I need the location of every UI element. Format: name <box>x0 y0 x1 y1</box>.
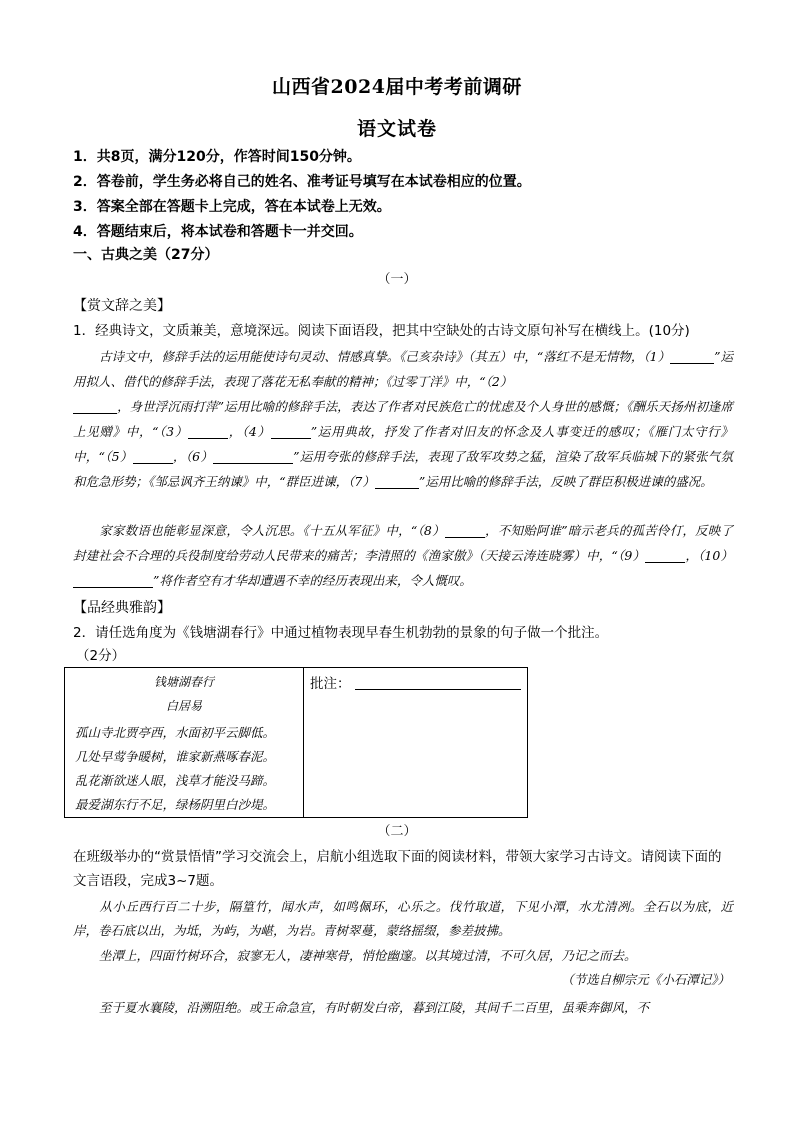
exam-title: 山西省2024届中考考前调研 <box>272 76 522 98</box>
answer-blank[interactable] <box>445 523 485 538</box>
question-1-prompt: 1．经典诗文，文质兼美，意境深远。阅读下面语段，把其中空缺处的古诗文原句补写在横线上。(10分) <box>73 323 690 339</box>
poem-table <box>64 667 528 818</box>
passage-source: （节选自柳宗元《小石潭记》） <box>561 972 730 987</box>
answer-blank[interactable] <box>375 474 419 489</box>
poem-cell <box>65 668 304 817</box>
answer-blank[interactable] <box>73 573 153 588</box>
passage-text: ”运用夸张的修辞手法，表现了敌军攻势之猛，渲染了敌军兵临城下的紧张气氛和危急形势；《邹忌讽齐王纳谏》中，“群臣进谏，（7） <box>73 449 734 489</box>
passage-text: 坐潭上，四面竹树环合，寂寥无人，凄神寒骨，悄怆幽邃。以其境过清，不可久居，乃记之而去。 <box>99 948 637 963</box>
passage-text: ”将作者空有才华却遭遇不幸的经历表现出来，令人慨叹。 <box>153 573 472 588</box>
passage-text: ，（6） <box>172 449 214 464</box>
annotation-label: 批注： <box>310 676 351 692</box>
poem-author: 白居易 <box>165 699 202 713</box>
annotation-answer-line[interactable] <box>355 689 521 690</box>
poem-line: 孤山寺北贾亭西，水面初平云脚低。 <box>75 725 276 740</box>
answer-blank[interactable] <box>271 424 311 439</box>
answer-blank[interactable] <box>645 548 685 563</box>
passage-text: 古诗文中，修辞手法的运用能使诗句灵动、情感真挚。《己亥杂诗》（其五）中，“落红不是无情物， <box>99 349 644 364</box>
exam-instructions <box>73 145 733 245</box>
poem-line: 乱花渐欲迷人眼，浅草才能没马蹄。 <box>75 773 276 788</box>
poem-lines <box>75 721 275 817</box>
passage-text: ”运用比喻的修辞手法，反映了群臣积极进谏的盛况。 <box>418 474 713 489</box>
section-heading: 一、古典之美（27分） <box>73 247 219 263</box>
answer-blank[interactable] <box>73 399 117 414</box>
exam-subtitle: 语文试卷 <box>356 118 437 140</box>
passage-text: ，（10） <box>685 548 733 563</box>
passage-text: 至于夏水襄陵，沿溯阻绝。或王命急宣，有时朝发白帝，暮到江陵，其间千二百里，虽乘奔御风，不 <box>99 1000 650 1015</box>
answer-blank[interactable] <box>188 424 228 439</box>
part-label: （一） <box>377 272 417 287</box>
poem-title: 钱塘湖春行 <box>153 675 214 689</box>
passage-text: ”运用典故，抒发了作者对旧友的怀念及人事变迁的感叹；《雁门太守行》中，“（5） <box>73 424 734 464</box>
instruction-item: 2．答卷前，学生务必将自己的姓名、准考证号填写在本试卷相应的位置。 <box>73 174 531 190</box>
passage-text: ，（4） <box>228 424 271 439</box>
question-2-points: （2分） <box>76 648 126 664</box>
part-label: （二） <box>377 824 417 839</box>
classical-passage <box>73 944 733 968</box>
passage-text: 家家数语也能彰显深意，令人沉思。《十五从军征》中，“（8） <box>99 523 445 538</box>
subsection-heading: 【赏文辞之美】 <box>73 298 171 314</box>
instruction-item: 3．答案全部在答题卡上完成，答在本试卷上无效。 <box>73 199 391 215</box>
instruction-item: 1．共8页，满分120分，作答时间150分钟。 <box>73 149 361 165</box>
poem-line: 最爱湖东行不足，绿杨阴里白沙堤。 <box>75 797 276 812</box>
poem-line: 几处早莺争暖树，谁家新燕啄春泥。 <box>75 749 276 764</box>
answer-blank[interactable] <box>133 449 173 464</box>
instruction-item: 4．答题结束后，将本试卷和答题卡一并交回。 <box>73 224 363 240</box>
question-2-prompt: 2．请任选角度为《钱塘湖春行》中通过植物表现早春生机勃勃的景象的句子做一个批注。 <box>73 625 609 641</box>
question-1-passage-1 <box>73 344 733 494</box>
section-2-intro: 在班级举办的“赏景悟情”学习交流会上，启航小组选取下面的阅读材料，带领大家学习古诗文。请阅读下面的文言语段，完成3~7题。 <box>73 849 722 889</box>
passage-text: ，身世浮沉雨打萍”运用比喻的修辞手法，表达了作者对民族危亡的忧虑及个人身世的感慨；《酬乐天扬州初逢席上见赠》中，“（3） <box>73 399 733 439</box>
question-1-passage-2 <box>73 518 733 593</box>
classical-passage <box>73 996 733 1020</box>
classical-passage <box>73 895 733 943</box>
passage-text: ”运用拟人、借代的修辞手法，表现了落花无私奉献的精神；《过零丁洋》中，“（2） <box>73 349 733 389</box>
passage-text: 从小丘西行百二十步，隔篁竹，闻水声，如鸣佩环，心乐之。伐竹取道，下见小潭，水尤清冽。全石以为底，近岸，卷石底以出，为坻，为屿，为嵁，为岩。青树翠蔓，蒙络摇缀，参差披拂。 <box>73 899 733 938</box>
answer-blank[interactable] <box>670 349 714 364</box>
subsection-heading: 【品经典雅韵】 <box>73 600 171 616</box>
answer-blank[interactable] <box>213 449 293 464</box>
passage-text: ，不知贻阿谁”暗示老兵的孤苦伶仃，反映了封建社会不合理的兵役制度给劳动人民带来的痛苦；李清照的《渔家傲》（天接云涛连晓雾）中，“（9） <box>73 523 733 563</box>
passage-text: （1） <box>643 349 671 364</box>
